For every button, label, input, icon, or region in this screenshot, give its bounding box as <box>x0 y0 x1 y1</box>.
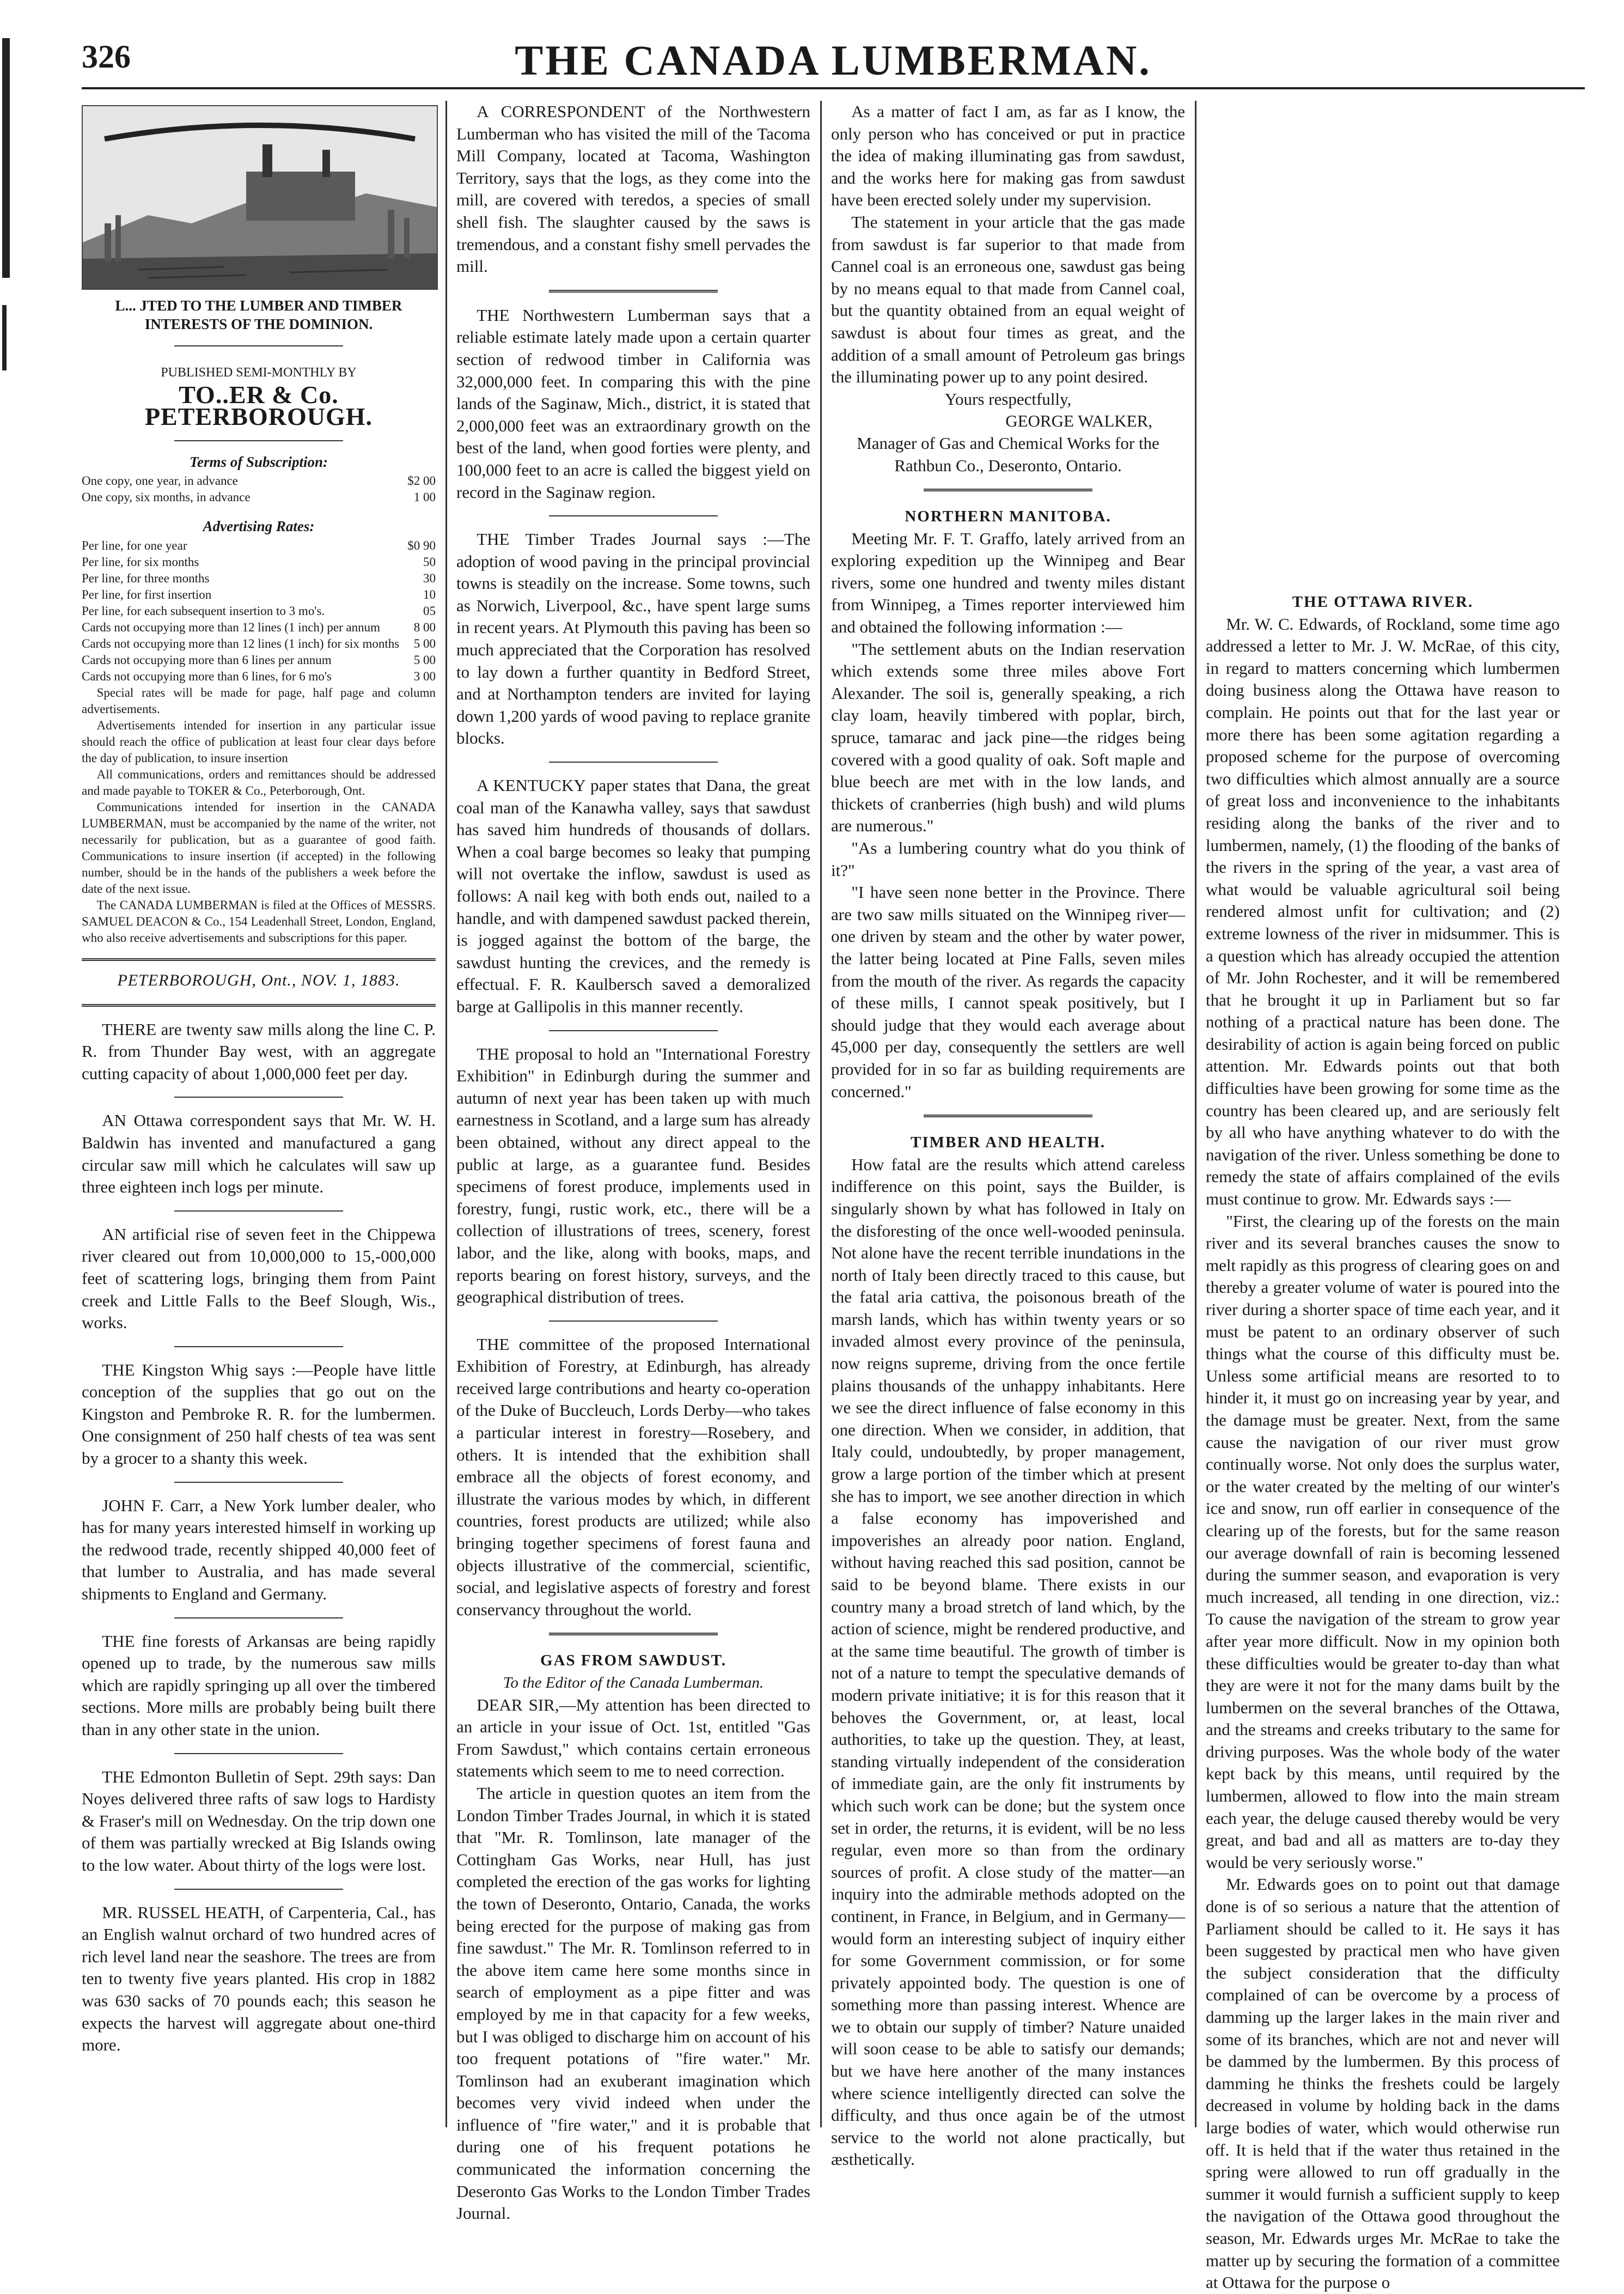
divider <box>924 1115 1092 1117</box>
divider <box>549 290 718 293</box>
masthead-tagline: L... JTED TO THE LUMBER AND TIMBER INTERESTS OF THE DOMINION. <box>115 297 402 332</box>
divider <box>174 1482 343 1483</box>
divider <box>174 1753 343 1754</box>
news-item: THERE are twenty saw mills along the line C. P. R. from Thunder Bay west, with an aggregate cutting capacity of about 1,000,000 feet per day. <box>82 1019 436 1083</box>
news-item: THE proposal to hold an "International Forestry Exhibition" in Edinburgh during the summer and autumn of next year has been taken up with much earnestness in Scotland, and a large sum has already been obtained, without any direct appeal to the public at large, as a guarantee fund. Besides specimens of forest produce, implements used in forestry, fungi, rustic work, etc., there will be a collection of illustrations of trees, scenery, forest labor, and the like, along with books, maps, and reports bearing on forest history, surveys, and the geographical distribution of trees. <box>456 1044 810 1307</box>
notice-paragraph: Advertisements intended for insertion in any particular issue should reach the office of publication at least four clear days before the day of publication, to insure insertion <box>82 718 436 765</box>
rate-price: 50 <box>423 555 436 569</box>
page-number: 326 <box>82 39 131 75</box>
news-item: A CORRESPONDENT of the Northwestern Lumberman who has visited the mill of the Tacoma Mill Company, located at Tacoma, Washington Territory, says that the logs, as they come into the mill, are covered with teredos, a species of small shell fish. The slaughter caused by the saws is tremendous, and a constant fishy smell pervades the mill. <box>456 102 810 276</box>
dateline: PETERBOROUGH, Ont., NOV. 1, 1883. <box>117 971 400 989</box>
rate-price: 1 00 <box>413 490 436 504</box>
rate-price: 30 <box>423 571 436 585</box>
article-heading: TIMBER AND HEALTH. <box>910 1134 1106 1152</box>
masthead-engraving <box>82 105 438 290</box>
column-separator <box>1195 101 1196 2127</box>
column-3 <box>831 101 1185 2169</box>
page-header <box>82 33 1585 89</box>
news-item: THE fine forests of Arkansas are being rapidly opened up to trade, by the numerous saw mills which are rapidly springing up all over the timbered sections. More mills are probably being built there than in any other state in the union. <box>82 1631 436 1739</box>
rate-label: Per line, for one year <box>82 538 187 552</box>
rate-label: Cards not occupying more than 12 lines (1 inch) for six months <box>82 636 400 650</box>
divider <box>549 762 718 763</box>
masthead-illustration <box>83 106 437 289</box>
article-paragraph: The statement in your article that the gas made from sawdust is far superior to that made from Cannel coal is an erroneous one, sawdust gas being by no means equal to that made from Cannel coal, but the quantity obtained from an equal weight of sawdust is about four times as great, and the addition of a small amount of Petroleum gas brings the illuminating power up to any point desired. <box>831 212 1185 387</box>
rate-price: 05 <box>423 604 436 618</box>
letter-signature: GEORGE WALKER, <box>1005 411 1152 431</box>
article-paragraph: The article in question quotes an item from the London Timber Trades Journal, in which it is stated that "Mr. R. Tomlinson, late manager of the Cottingham Gas Works, near Hull, has just completed the erection of the gas works for lighting the town of Deseronto, Ontario, Canada, the works being erected for the purpose of making gas from fine sawdust." The Mr. R. Tomlinson referred to in the above item came here some months since in search of employment as a pipe fitter and was employed by me in that capacity for a few weeks, but I was obliged to discharge him on account of his too frequent potations of "fire water." Mr. Tomlinson had an exuberant imagination which becomes very vivid indeed when under the influence of "fire water," and it is probable that during one of his frequent potations he communicated the information concerning the Deseronto Gas Works to the London Timber Trades Journal. <box>456 1783 810 2223</box>
rate-line <box>82 538 436 554</box>
advertising-notes <box>82 685 436 946</box>
divider <box>82 1004 436 1007</box>
article-paragraph: Mr. W. C. Edwards, of Rockland, some time ago addressed a letter to Mr. J. W. McRae, of this city, in regard to matters concerning which lumbermen doing business along the Ottawa have reason to complain. He points out that for the last year or more there has been some agitation regarding a proposed scheme for the purpose of overcoming two difficulties which almost annually are a source of great loss and inconvenience to the inhabitants residing along the banks of the river and to lumbermen, namely, (1) the flooding of the banks of the rivers in the spring of the year, a vast area of what would be valuable agricultural soil being rendered almost unfit for cultivation; and (2) extreme lowness of the river in midsummer. This is a question which has already occupied the attention of Mr. John Rochester, and it will be remembered that he brought it up in Parliament but so far nothing of a practical nature has been done. The desirability of action is again being forced on public attention. Mr. Edwards points out that both difficulties have been growing for some time as the country has been cleared up, and are seriously felt by all who have anything whatever to do with the navigation of the river. Unless something be done to remedy the state of affairs complained of the evils must continue to grow. Mr. Edwards says :— <box>1206 614 1560 1209</box>
news-item: THE Kingston Whig says :—People have little conception of the supplies that go out on the Kingston and Pembroke R. R. for the lumbermen. One consignment of 250 half chests of tea was sent by a grocer to a shanty this week. <box>82 1360 436 1468</box>
rate-price: 8 00 <box>413 620 436 634</box>
article-paragraph: "The settlement abuts on the Indian reservation which extends some three miles above Fort Alexander. The soil is, generally speaking, a rich clay loam, heavily timbered with poplar, birch, spruce, tamarac and jack pine—the ridges being covered with a good quality of oak. Soft maple and blue beech are met with in the low lands, and thickets of cranberries (high bush) and wild plums are numerous." <box>831 639 1185 836</box>
news-item: MR. RUSSEL HEATH, of Carpenteria, Cal., has an English walnut orchard of two hundred acres of rich level land near the seashore. The trees are from ten to twenty five years planted. His crop in 1882 was 630 sacks of 70 pounds each; this season he expects the harvest will aggregate about one-third more. <box>82 1902 436 2055</box>
divider <box>174 1097 343 1098</box>
rate-label: Per line, for six months <box>82 555 199 569</box>
rate-price: 10 <box>423 587 436 601</box>
newspaper-title: THE CANADA LUMBERMAN. <box>515 36 1152 84</box>
article-heading: THE OTTAWA RIVER. <box>1292 593 1474 611</box>
rate-line <box>82 554 436 570</box>
article-paragraph: "As a lumbering country what do you think of it?" <box>831 838 1185 880</box>
rate-line <box>82 473 436 489</box>
subscription-heading: Terms of Subscription: <box>189 453 328 470</box>
column-4 <box>1206 101 1560 2292</box>
rate-label: One copy, six months, in advance <box>82 490 251 504</box>
notice-paragraph: Communications intended for insertion in the CANADA LUMBERMAN, must be accompanied by the name of the writer, not necessarily for publication, but as a guarantee of good faith. Communications to insure insertion (if accepted) in the following number, should be in the hands of the publishers a week before the date of the next issue. <box>82 800 436 896</box>
rate-line <box>82 489 436 506</box>
rate-label: Per line, for first insertion <box>82 587 212 601</box>
column-1 <box>82 101 436 2127</box>
divider <box>174 1210 343 1212</box>
rate-line <box>82 636 436 652</box>
divider <box>924 489 1092 491</box>
rate-line <box>82 570 436 587</box>
published-label: PUBLISHED SEMI-MONTHLY BY <box>161 366 357 380</box>
article-paragraph: Meeting Mr. F. T. Graffo, lately arrived from an exploring expedition up the Winnipeg and Bear rivers, some one hundred and twenty miles distant from Winnipeg, a Times reporter interviewed him and obtained the following information :— <box>831 528 1185 637</box>
rate-label: Cards not occupying more than 6 lines, for 6 mo's <box>82 669 332 683</box>
column-separator <box>820 101 822 2127</box>
rate-line <box>82 603 436 619</box>
news-item: AN artificial rise of seven feet in the Chippewa river cleared out from 10,000,000 to 15,-000,000 feet of scattering logs, bringing them from Paint creek and Little Falls to the Beef Slough, Wis., works. <box>82 1224 436 1332</box>
article-paragraph: As a matter of fact I am, as far as I know, the only person who has conceived or put in practice the idea of making illuminating gas from sawdust, and the works here for making gas from sawdust have been erected solely under my supervision. <box>831 102 1185 210</box>
rate-price: $2 00 <box>407 474 436 488</box>
article-subheading: To the Editor of the Canada Lumberman. <box>503 1674 764 1691</box>
rate-price: $0 90 <box>407 538 436 552</box>
news-item: THE committee of the proposed International Exhibition of Forestry, at Edinburgh, has already received large contributions and hearty co-operation of the Duke of Buccleuch, Lords Derby—who takes a particular interest in forestry—Rosebery, and others. It is intended that the exhibition shall embrace all the objects of forest economy, and illustrate the various modes by which, in different countries, forest products are utilized; while also bringing together specimens of forest fauna and objects illustrative of the commercial, scientific, social, and legislative aspects of forestry and forest conservancy throughout the world. <box>456 1334 810 1619</box>
divider <box>549 515 718 516</box>
divider <box>549 1633 718 1635</box>
divider <box>174 1617 343 1618</box>
notice-paragraph: The CANADA LUMBERMAN is filed at the Offices of MESSRS. SAMUEL DEACON & Co., 154 Leadenhall Street, London, England, who also receive advertisements and subscriptions for this paper. <box>82 898 436 945</box>
news-item: THE Edmonton Bulletin of Sept. 29th says: Dan Noyes delivered three rafts of saw logs to Hardisty & Fraser's mill on Wednesday. On the trip down one of them was partially wrecked at Big Islands owing to the low water. About thirty of the logs were lost. <box>82 1767 436 1875</box>
rate-label: Per line, for each subsequent insertion to 3 mo's. <box>82 604 325 618</box>
article-paragraph: "First, the clearing up of the forests on the main river and its several branches causes the snow to melt rapidly as this progress of clearing goes on and thereby a greater volume of water is poured into the river during a shorter space of time each year, and it must be patent to an ordinary observer of such things what the course of this difficulty must be. Unless some artificial means are resorted to to hinder it, it must go on increasing year by year, and the damage must be greater. Next, from the same cause the navigation of our river must grow continually worse. Not only does the surplus water, or the water created by the melting of our winter's ice and snow, run off earlier in consequence of the clearing up of the forests, but for the same reason our average downfall of rain is becoming lessened during the summer season, and evaporation is very much increased, all tending in one direction, viz.: To cause the navigation of the stream to grow year after year more difficult. Now in my opinion both these difficulties would be greater to-day than what they are were it not for the many dams built by the lumbermen on the several branches of the Ottawa, and the streams and creeks tributary to the same for driving purposes. Was the whole body of the water kept back by this means, until required by the lumbermen, allowed to flow into the main stream each year, the deluge caused thereby would be very great, and bad and all as matters are to-day they would be very seriously worse." <box>1206 1211 1560 1872</box>
rate-price: 3 00 <box>413 669 436 683</box>
letter-closing: Yours respectfully, <box>944 389 1072 409</box>
rate-label: Cards not occupying more than 12 lines (1 inch) per annum <box>82 620 381 634</box>
divider <box>549 1321 718 1322</box>
news-item: THE Timber Trades Journal says :—The adoption of wood paving in the principal provincial towns is steadily on the increase. Some towns, such as Norwich, Liverpool, &c., have spent large sums in recent years. At Plymouth this paving has been so much appreciated that the Corporation has resolved to lay down a further quantity in Bedford Street, and at Northampton tenders are invited for laying down 1,200 yards of wood paving to replace granite blocks. <box>456 530 810 748</box>
rate-line <box>82 619 436 636</box>
rate-label: Cards not occupying more than 6 lines per annum <box>82 653 332 667</box>
column-2 <box>456 101 810 2223</box>
scan-edge-mark <box>2 38 10 278</box>
column-separator <box>445 101 447 2127</box>
divider <box>174 440 343 441</box>
news-item: AN Ottawa correspondent says that Mr. W. H. Baldwin has invented and manufactured a gang circular saw mill which he calculates will saw up three eighteen inch logs per minute. <box>82 1111 436 1197</box>
rate-price: 5 00 <box>413 653 436 667</box>
rate-line <box>82 668 436 685</box>
article-paragraph: "I have seen none better in the Province. There are two saw mills situated on the Winnipeg river—one driven by steam and the other by water power, the latter being located at Pine Falls, seven miles from the mouth of the river. As regards the capacity of these mills, I cannot speak positively, but I should judge that they would each average about 45,000 per day, consequently the settlers are well provided for in so far as building requirements are concerned." <box>831 883 1185 1101</box>
rate-label: One copy, one year, in advance <box>82 474 238 488</box>
article-heading: NORTHERN MANITOBA. <box>905 508 1112 526</box>
divider <box>549 1030 718 1031</box>
divider <box>174 345 343 346</box>
notice-paragraph: All communications, orders and remittances should be addressed and made payable to TOKER & Co., Peterborough, Ont. <box>82 767 436 798</box>
notice-paragraph: Special rates will be made for page, half page and column advertisements. <box>82 685 436 716</box>
scan-edge-mark <box>2 305 7 370</box>
article-paragraph: How fatal are the results which attend careless indifference on this point, says the Builder, is singularly shown by what has followed in Italy on the disforesting of the once well-wooded peninsula. Not alone have the recent terrible inundations in the north of Italy been directly traced to this cause, but the fatal aria cattiva, the poisonous breath of the marsh lands, which has within twenty years or so invaded almost every province of the peninsula, now reigns supreme, driving from the once fertile plains thousands of the unhappy inhabitants. Here we see the direct influence of false economy in this one direction. When we consider, in addition, that Italy could, undoubtedly, by proper management, grow a large portion of the timber which at present she has to import, we see another direction in which a false economy has impoverished and impoverishes an already poor nation. England, without having reached this sad position, cannot be said to be beyond blame. There exists in our country many a broad stretch of land which, by the action of science, might be rendered productive, and at the same time beautiful. The growth of timber is not of a nature to tempt the speculative demands of modern private initiative; it is for this reason that it behoves the Government, or, at least, local authorities, to take up the question. They, at least, standing virtually independent of the consideration of immediate gain, are the only fit instruments by which such work can be done; but the system once set in order, the returns, it is evident, will be no less regular, even more so than from the ordinary sources of profit. A close study of the matter—an inquiry into the admirable methods adopted on the continent, in France, in Belgium, and in Germany—would form an interesting subject of inquiry either for some Government commission, or for some privately appointed body. The question is one of something more than passing interest. Whence are we to obtain our supply of timber? Nature unaided will soon cease to be able to satisfy our demands; but we have here another of the many instances where science intelligently directed can solve the difficulty, and thus once again be of the utmost service to the world not alone practically, but æsthetically. <box>831 1154 1185 2169</box>
advertising-heading: Advertising Rates: <box>203 518 315 535</box>
rate-line <box>82 587 436 603</box>
article-paragraph: Mr. Edwards goes on to point out that damage done is of so serious a nature that the attention of Parliament should be called to it. He says it has been suggested by practical men who have given the subject consideration that the difficulty complained of can be overcome by a process of damming up the larger lakes in the main river and some of its branches, which are not and never will be dammed by the lumbermen. By this process of damming he thinks the freshets could be largely decreased in volume by holding back in the dams large bodies of water, which would otherwise run off. It is held that if the water thus retained in the spring were allowed to run off gradually in the summer it would furnish a sufficient supply to keep the navigation of the Ottawa good throughout the season, Mr. Edwards urges Mr. McRae to take the matter up by securing the formation of a committee at Ottawa for the purpose o <box>1206 1875 1560 2292</box>
article-heading: GAS FROM SAWDUST. <box>540 1652 727 1670</box>
letter-signature-title: Manager of Gas and Chemical Works for the Rathbun Co., Deseronto, Ontario. <box>857 433 1159 475</box>
rate-price: 5 00 <box>413 636 436 650</box>
divider <box>174 1346 343 1347</box>
publisher-name: TO..ER & Co. PETERBOROUGH. <box>144 380 373 431</box>
news-item: JOHN F. Carr, a New York lumber dealer, who has for many years interested himself in working up the redwood trade, recently shipped 40,000 feet of that lumber to Australia, and has made several shipments to England and Germany. <box>82 1495 436 1604</box>
rate-line <box>82 652 436 668</box>
divider <box>174 1889 343 1890</box>
article-paragraph: DEAR SIR,—My attention has been directed to an article in your issue of Oct. 1st, entitled "Gas From Sawdust," which contains certain erroneous statements which seem to me to need correction. <box>456 1695 810 1781</box>
rate-label: Per line, for three months <box>82 571 210 585</box>
news-item: A KENTUCKY paper states that Dana, the great coal man of the Kanawha valley, says that sawdust has saved him hundreds of thousands of dollars. When a coal barge becomes so leaky that pumping will not overtake the inflow, sawdust is used as follows: A nail keg with both ends out, nailed to a handle, and with dampened sawdust packed therein, is jogged against the bottom of the barge, the sawdust hunting the crevices, and the remedy is effectual. F. R. Kaulbersch saved a demoralized barge at Gallipolis in this manner recently. <box>456 776 810 1016</box>
divider <box>82 958 436 961</box>
news-item: THE Northwestern Lumberman says that a reliable estimate lately made upon a certain quarter section of redwood timber in California was 32,000,000 feet. In comparing this with the pine lands of the Saginaw, Mich., district, it is stated that 2,000,000 feet was an extraordinary growth on the best of the land, when good forties were plenty, and 100,000 feet to an acre is called the biggest yield on record in the Saginaw region. <box>456 305 810 502</box>
